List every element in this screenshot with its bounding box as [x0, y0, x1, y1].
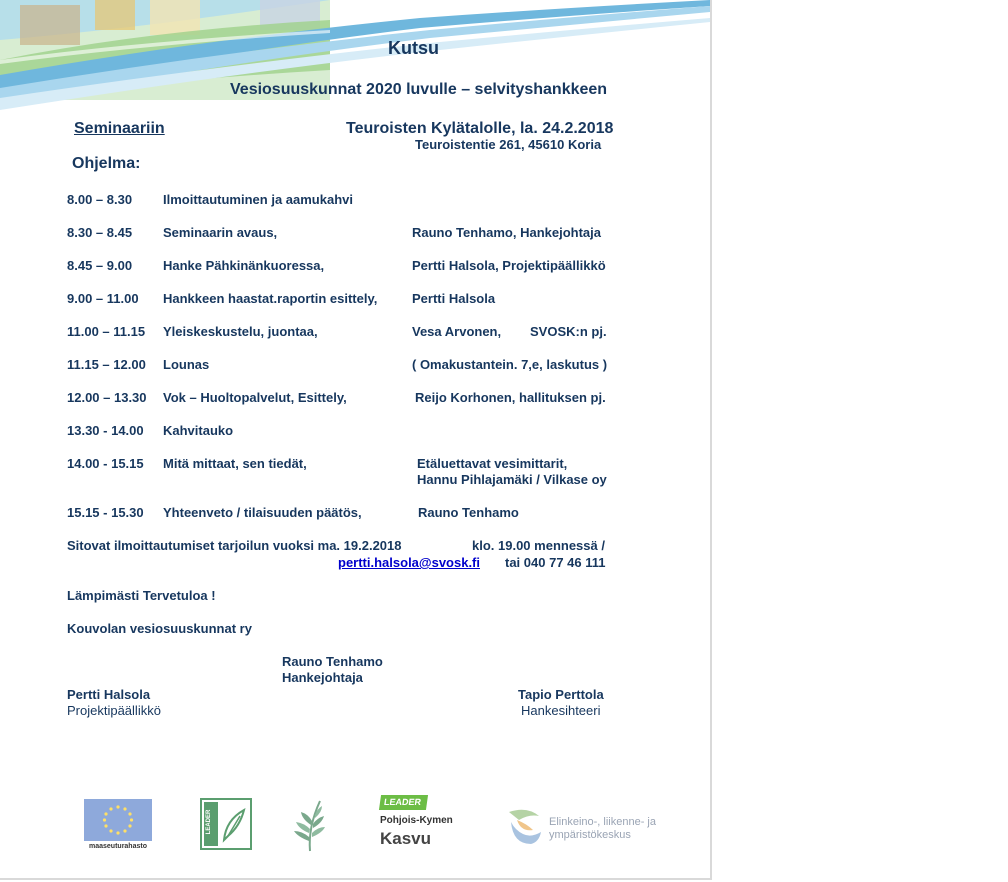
kasvu-line1: Pohjois-Kymen [380, 815, 453, 826]
schedule-item: Ilmoittautuminen ja aamukahvi [163, 192, 353, 207]
schedule-item: Hanke Pähkinänkuoressa, [163, 258, 325, 273]
signature-left-name: Pertti Halsola [67, 687, 151, 702]
ely-emblem-icon [505, 806, 545, 848]
schedule-presenter: Reijo Korhonen, hallituksen pj. [415, 390, 606, 405]
welcome-text: Lämpimästi Tervetuloa ! [67, 588, 216, 603]
schedule-item: Lounas [163, 357, 210, 372]
schedule-item: Yleiskeskustelu, juontaa, [163, 324, 318, 339]
leader-leaf-icon [220, 806, 248, 844]
schedule-item: Yhteenveto / tilaisuuden päätös, [163, 505, 362, 520]
signature-center-name: Rauno Tenhamo [282, 654, 383, 669]
address-text: Teuroistentie 261, 45610 Koria [415, 137, 602, 152]
signature-center-role: Hankejohtaja [282, 670, 363, 685]
schedule-time: 8.30 – 8.45 [67, 225, 133, 240]
kasvu-line2: Kasvu [380, 829, 432, 848]
ely-centre-logo [505, 806, 675, 850]
organization-name: Kouvolan vesiosuuskunnat ry [67, 621, 252, 636]
seminar-label: Seminaariin [74, 120, 165, 137]
venue-text: Teuroisten Kylätalolle, la. 24.2.2018 [346, 120, 614, 137]
schedule-time: 8.45 – 9.00 [67, 258, 133, 273]
registration-email-link[interactable]: pertti.halsola@svosk.fi [338, 555, 480, 570]
registration-text: Sitovat ilmoittautumiset tarjoilun vuoksi ma. 19.2.2018 [67, 538, 402, 553]
signature-right-role: Hankesihteeri [521, 703, 601, 718]
schedule-item: Kahvitauko [163, 423, 234, 438]
leader-logo-text: LEADER [206, 809, 212, 835]
schedule-time: 11.15 – 12.00 [67, 357, 146, 372]
schedule-presenter: Pertti Halsola, Projektipäällikkö [412, 258, 606, 273]
registration-phone: tai 040 77 46 111 [505, 555, 606, 570]
schedule-presenter: ( Omakustantein. 7,e, laskutus ) [412, 357, 608, 372]
eu-logo-caption: maaseuturahasto [89, 843, 147, 850]
schedule-item: Seminaarin avaus, [163, 225, 278, 240]
schedule-time: 9.00 – 11.00 [67, 291, 139, 306]
schedule-time: 14.00 - 15.15 [67, 456, 144, 471]
pohjois-kymen-kasvu-logo [380, 795, 460, 855]
program-label: Ohjelma: [72, 155, 141, 172]
registration-deadline: klo. 19.00 mennessä / [472, 538, 605, 553]
eu-rural-fund-logo [84, 799, 152, 851]
schedule-presenter: Etäluettavat vesimittarit, [417, 456, 568, 471]
schedule-time: 11.00 – 11.15 [67, 324, 146, 339]
schedule-time: 8.00 – 8.30 [67, 192, 133, 207]
schedule-presenter: Rauno Tenhamo, Hankejohtaja [412, 225, 602, 240]
schedule-time: 12.00 – 13.30 [67, 390, 147, 405]
leader-logo [200, 798, 252, 850]
document-subtitle: Vesiosuuskunnat 2020 luvulle – selvityshankkeen [230, 81, 608, 98]
document-title: Kutsu [388, 38, 439, 58]
ely-text-line1: Elinkeino-, liikenne- ja [549, 816, 656, 828]
schedule-presenter: Pertti Halsola [412, 291, 496, 306]
schedule-presenter: Vesa Arvonen, SVOSK:n pj. [412, 324, 607, 339]
signature-left-role: Projektipäällikkö [67, 703, 161, 718]
schedule-time: 13.30 - 14.00 [67, 423, 144, 438]
fern-logo-icon [292, 797, 328, 853]
schedule-item: Mitä mittaat, sen tiedät, [163, 456, 307, 471]
kasvu-leader-badge: LEADER [379, 795, 428, 810]
ely-text-line2: ympäristökeskus [549, 829, 631, 841]
schedule-item: Hankkeen haastat.raportin esittely, [163, 291, 378, 306]
schedule-presenter-line2: Hannu Pihlajamäki / Vilkase oy [417, 472, 607, 487]
schedule-presenter: Rauno Tenhamo [418, 505, 519, 520]
schedule-time: 15.15 - 15.30 [67, 505, 144, 520]
schedule-item: Vok – Huoltopalvelut, Esittely, [163, 390, 347, 405]
eu-flag-icon [84, 799, 152, 841]
signature-right-name: Tapio Perttola [518, 687, 604, 702]
